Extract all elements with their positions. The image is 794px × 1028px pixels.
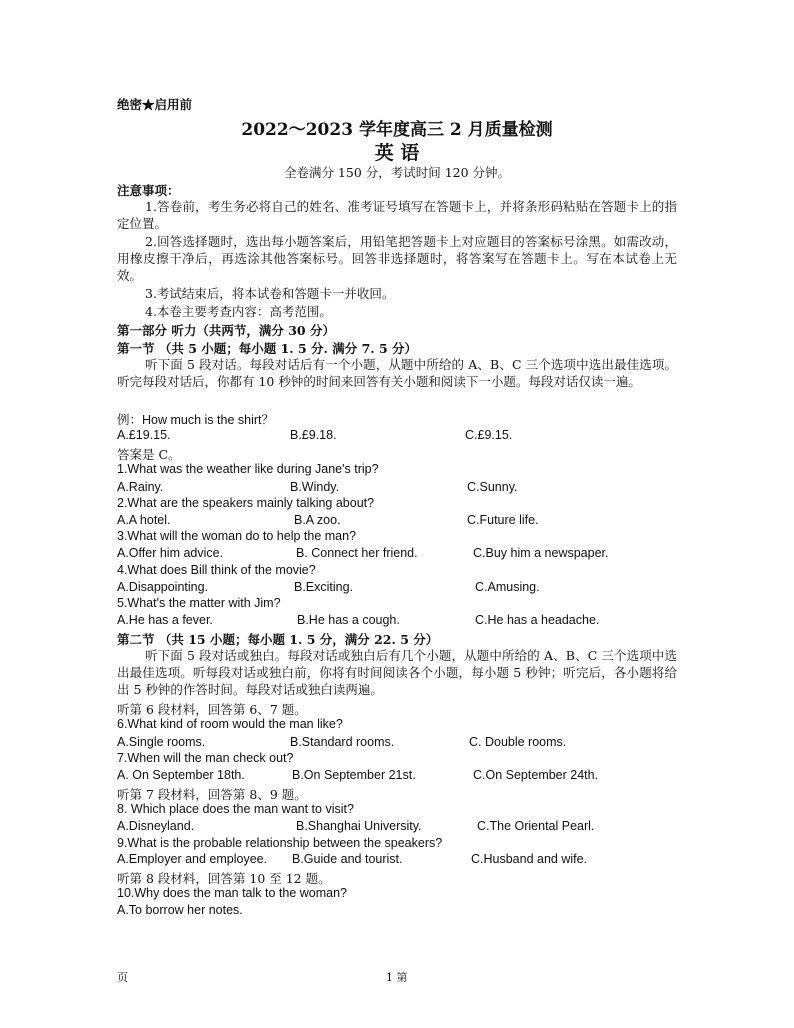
example-answer: 答案是 C。 — [117, 447, 181, 462]
q8-option-a: A.Disneyland. — [117, 819, 195, 833]
question-1: 1.What was the weather like during Jane's trip? — [117, 462, 379, 476]
material-8-note: 听第 8 段材料，回答第 10 至 12 题。 — [117, 871, 331, 886]
q6-option-a: A.Single rooms. — [117, 735, 206, 749]
question-5: 5.What's the matter with Jim? — [117, 596, 281, 610]
q1-option-c: C.Sunny. — [467, 480, 518, 494]
section2-heading: 第二节 （共 15 小题；每小题 1. 5 分，满分 22. 5 分） — [117, 632, 439, 647]
subject-title: 英 语 — [374, 142, 420, 164]
secret-mark: 绝密★启用前 — [117, 97, 193, 112]
exam-title: 2022～2023 学年度高三 2 月质量检测 — [241, 120, 553, 140]
q4-option-c: C.Amusing. — [475, 580, 540, 594]
section1-instructions: 听下面 5 段对话。每段对话后有一个小题，从题中所给的 A、B、C 三个选项中选出最佳选项。听完每段对话后，你都有 10 秒钟的时间来回答有关小题和阅读下一小题。每段对话仅读一遍。 — [117, 357, 677, 389]
example-question: 例：How much is the shirt？ — [117, 413, 274, 427]
q5-option-b: B.He has a cough. — [297, 613, 400, 627]
q1-option-b: B.Windy. — [290, 480, 340, 494]
question-8: 8. Which place does the man want to visit? — [117, 802, 354, 816]
q5-option-c: C.He has a headache. — [475, 613, 600, 627]
question-3: 3.What will the woman do to help the man? — [117, 529, 357, 543]
q7-option-b: B.On September 21st. — [292, 768, 416, 782]
q3-option-c: C.Buy him a newspaper. — [473, 546, 609, 560]
q7-option-a: A. On September 18th. — [117, 768, 245, 782]
q2-option-b: B.A zoo. — [294, 513, 341, 527]
q7-option-c: C.On September 24th. — [473, 768, 599, 782]
page-number: 1 第 — [386, 971, 408, 984]
q4-option-a: A.Disappointing. — [117, 580, 209, 594]
q1-option-a: A.Rainy. — [117, 480, 164, 494]
q3-option-b: B. Connect her friend. — [296, 546, 418, 560]
question-4: 4.What does Bill think of the movie? — [117, 563, 316, 577]
q9-option-c: C.Husband and wife. — [471, 852, 588, 866]
part1-heading: 第一部分 听力（共两节，满分 30 分） — [117, 323, 335, 338]
question-2: 2.What are the speakers mainly talking about? — [117, 496, 375, 510]
notice-item-3: 3.考试结束后，将本试卷和答题卡一并收回。 — [145, 286, 395, 301]
q3-option-a: A.Offer him advice. — [117, 546, 224, 560]
score-info: 全卷满分 150 分，考试时间 120 分钟。 — [283, 165, 511, 180]
q8-option-c: C.The Oriental Pearl. — [477, 819, 595, 833]
q6-option-c: C. Double rooms. — [469, 735, 567, 749]
question-10: 10.Why does the man talk to the woman? — [117, 886, 347, 900]
example-option-a: A.£19.15. — [117, 428, 171, 442]
q5-option-a: A.He has a fever. — [117, 613, 213, 627]
question-6: 6.What kind of room would the man like? — [117, 717, 343, 731]
notice-item-2: 2.回答选择题时，选出每小题答案后，用铅笔把答题卡上对应题目的答案标号涂黑。如需改动，用橡皮擦干净后，再选涂其他答案标号。回答非选择题时，将答案写在答题卡上。写在本试卷上无效。 — [117, 234, 677, 283]
example-option-c: C.£9.15. — [465, 428, 513, 442]
q2-option-c: C.Future life. — [467, 513, 539, 527]
q9-option-b: B.Guide and tourist. — [292, 852, 403, 866]
example-option-b: B.£9.18. — [290, 428, 337, 442]
q6-option-b: B.Standard rooms. — [290, 735, 395, 749]
q2-option-a: A.A hotel. — [117, 513, 171, 527]
notice-item-1: 1.答卷前，考生务必将自己的姓名、准考证号填写在答题卡上，并将条形码粘贴在答题卡上的指定位置。 — [117, 199, 677, 231]
material-6-note: 听第 6 段材料，回答第 6、7 题。 — [117, 702, 307, 717]
section2-instructions: 听下面 5 段对话或独白。每段对话或独白后有几个小题，从题中所给的 A、B、C 三个选项中选出最佳选项。听每段对话或独白前，你将有时间阅读各个小题，每小题 5 秒钟；听完后，各小题将给出 5 秒钟的作答时间。每段对话或独白读两遍。 — [117, 648, 677, 697]
question-7: 7.When will the man check out? — [117, 751, 294, 765]
notice-heading: 注意事项： — [117, 183, 180, 198]
question-9: 9.What is the probable relationship between the speakers? — [117, 836, 443, 850]
section1-heading: 第一节 （共 5 小题；每小题 1. 5 分. 满分 7. 5 分） — [117, 341, 418, 356]
q8-option-b: B.Shanghai University. — [296, 819, 422, 833]
q10-option-a: A.To borrow her notes. — [117, 903, 243, 917]
footer-left: 页 — [117, 971, 128, 984]
notice-item-4: 4.本卷主要考查内容：高考范围。 — [145, 304, 332, 319]
q4-option-b: B.Exciting. — [294, 580, 354, 594]
q9-option-a: A.Employer and employee. — [117, 852, 268, 866]
material-7-note: 听第 7 段材料，回答第 8、9 题。 — [117, 787, 307, 802]
